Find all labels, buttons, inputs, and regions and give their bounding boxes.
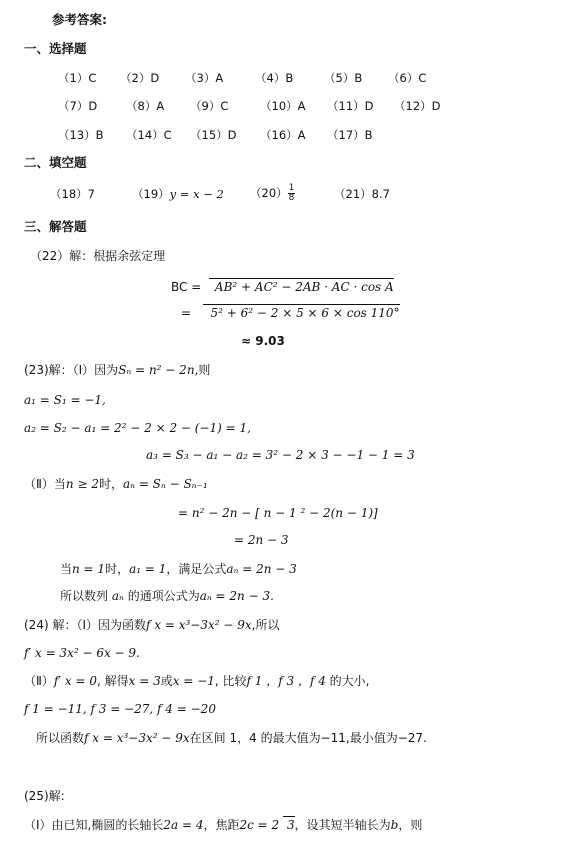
answer-item: （19）y = x − 2 (132, 187, 224, 201)
answer-item: （15）D (190, 128, 237, 142)
q23-a3: a₃ = S₃ − a₁ − a₂ = 3² − 2 × 3 − −1 − 1 = 3 (146, 448, 415, 462)
q23-conclusion: 所以数列 aₙ 的通项公式为aₙ = 2n − 3. (60, 589, 274, 603)
q23-n1-check: 当n = 1时，a₁ = 1，满足公式aₙ = 2n − 3 (60, 562, 297, 576)
q22-result: ≈ 9.03 (241, 334, 285, 348)
answer-item: （16）A (260, 128, 306, 142)
page-title: 参考答案: (52, 12, 107, 27)
q24-derivative: f′ x = 3x² − 6x − 9. (24, 646, 140, 660)
q22-line1: BC = AB² + AC² − 2AB · AC · cos A (171, 280, 394, 294)
answer-item: （1）C (58, 71, 97, 85)
section-heading-solve: 三、解答题 (24, 219, 87, 234)
q24-intro: (24) 解：（Ⅰ）因为函数f x = x³−3x² − 9x,所以 (24, 618, 280, 632)
q23-intro: (23)解：（Ⅰ）因为Sₙ = n² − 2n,则 (24, 363, 211, 377)
answer-item: （12）D (394, 99, 441, 113)
answer-item: （11）D (327, 99, 374, 113)
answer-item: （2）D (120, 71, 160, 85)
answer-item: （21）8.7 (334, 187, 390, 201)
q24-values: f 1 = −11, f 3 = −27, f 4 = −20 (24, 702, 216, 716)
answer-item: （6）C (388, 71, 427, 85)
answer-item: （3）A (185, 71, 224, 85)
q23-a2: a₂ = S₂ − a₁ = 2² − 2 × 2 − (−1) = 1, (24, 421, 251, 435)
q22-intro: （22）解：根据余弦定理 (30, 249, 166, 263)
q23-part2: （Ⅱ）当n ≥ 2时，aₙ = Sₙ − Sₙ₋₁ (24, 477, 208, 491)
q24-part2: （Ⅱ）f′ x = 0, 解得x = 3或x = −1, 比较f 1 ，f 3 ，f 4 的大小, (24, 674, 370, 688)
answer-item: （18）7 (50, 187, 95, 201)
q25-line1: （Ⅰ）由已知,椭圆的长轴长2a = 4，焦距2c = 2 3，设其短半轴长为b，则 (24, 818, 423, 832)
answer-item: （7）D (58, 99, 98, 113)
fraction: $\frac{1}{8}$ (288, 183, 295, 203)
answer-item: （14）C (126, 128, 172, 142)
q24-conclusion: 所以函数f x = x³−3x² − 9x在区间 1，4 的最大值为−11,最小值为−27. (36, 731, 427, 745)
answer-item: （5）B (324, 71, 363, 85)
q25-intro: (25)解: (24, 789, 65, 803)
section-heading-choice: 一、选择题 (24, 41, 87, 56)
q23-part2-line2: = n² − 2n − [ n − 1 ² − 2(n − 1)] (178, 506, 378, 520)
answer-item: （20） $\frac{1}{8}$ (250, 183, 295, 203)
answer-item: （10）A (260, 99, 306, 113)
answer-item: （8）A (126, 99, 165, 113)
answer-item: （9）C (190, 99, 229, 113)
answer-item: （4）B (255, 71, 294, 85)
q22-line2: = 5² + 6² − 2 × 5 × 6 × cos 110° (181, 306, 400, 320)
section-heading-fill: 二、填空题 (24, 155, 87, 170)
q23-part2-line3: = 2n − 3 (234, 533, 289, 547)
answer-item: （13）B (58, 128, 104, 142)
answer-item: （17）B (327, 128, 373, 142)
q23-a1: a₁ = S₁ = −1, (24, 393, 106, 407)
